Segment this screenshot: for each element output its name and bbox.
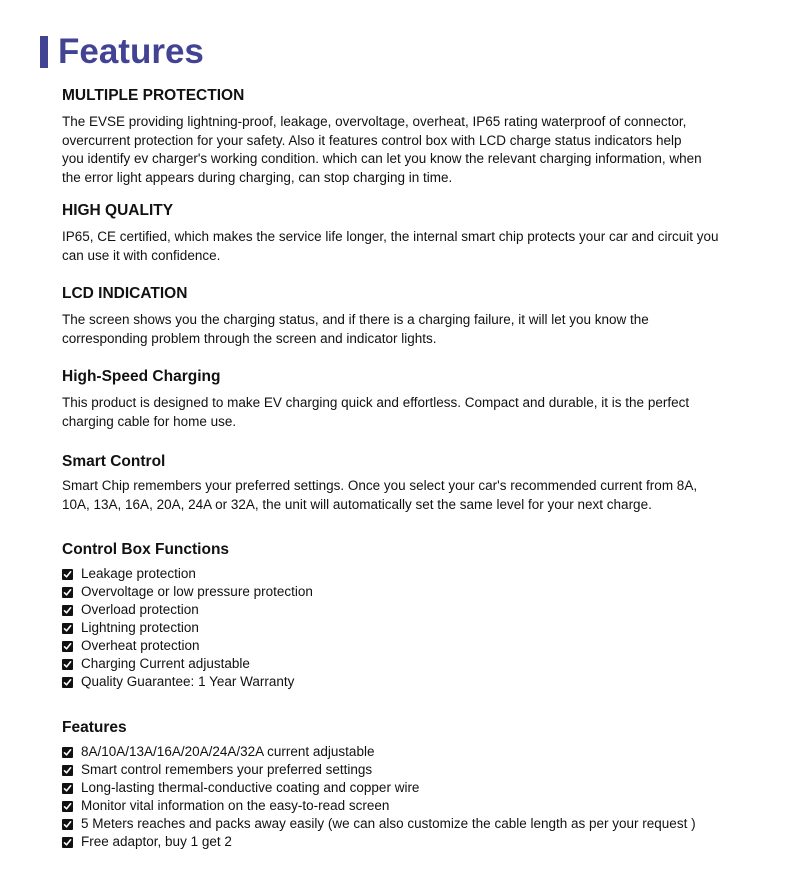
checkbox-checked-icon xyxy=(62,623,73,634)
section-text-line: IP65, CE certified, which makes the service life longer, the internal smart chip protects your car and circuit you xyxy=(62,229,719,244)
checkbox-checked-icon xyxy=(62,747,73,758)
section-text-line: charging cable for home use. xyxy=(62,413,237,429)
section-heading: Features xyxy=(62,719,127,736)
checkbox-checked-icon xyxy=(62,587,73,598)
list-item xyxy=(62,565,752,583)
list-item xyxy=(62,583,752,601)
list-item-label: 5 Meters reaches and packs away easily (we can also customize the cable length as per your request ) xyxy=(81,816,696,831)
section-smart-control xyxy=(62,452,752,514)
features-list xyxy=(62,743,752,851)
page-header xyxy=(40,32,204,72)
list-item xyxy=(62,601,752,619)
list-item-label: Overvoltage or low pressure protection xyxy=(81,584,313,599)
section-lcd-indication xyxy=(62,284,752,348)
list-item xyxy=(62,673,752,691)
page-title: Features xyxy=(58,32,204,71)
checkbox-checked-icon xyxy=(62,819,73,830)
section-heading: Smart Control xyxy=(62,453,166,470)
section-features xyxy=(62,718,752,851)
list-item-label: Overload protection xyxy=(81,602,199,617)
checkbox-checked-icon xyxy=(62,801,73,812)
section-text-line: can use it with confidence. xyxy=(62,247,221,263)
section-text-line: overcurrent protection for your safety. Also it features control box with LCD charge status indicators help xyxy=(62,132,682,148)
checkbox-checked-icon xyxy=(62,765,73,776)
section-heading: HIGH QUALITY xyxy=(62,202,174,219)
section-high-quality xyxy=(62,201,752,265)
list-item-label: Smart control remembers your preferred settings xyxy=(81,762,373,777)
list-item-label: Monitor vital information on the easy-to-read screen xyxy=(81,798,390,813)
section-text-line: Smart Chip remembers your preferred settings. Once you select your car's recommended current from 8A, xyxy=(62,478,698,493)
section-heading: Control Box Functions xyxy=(62,541,230,558)
section-multiple-protection xyxy=(62,86,752,187)
section-text-line: This product is designed to make EV charging quick and effortless. Compact and durable, it is the perfect xyxy=(62,395,690,410)
list-item-label: 8A/10A/13A/16A/20A/24A/32A current adjustable xyxy=(81,744,375,759)
list-item xyxy=(62,779,752,797)
section-high-speed-charging xyxy=(62,367,752,431)
section-heading: High-Speed Charging xyxy=(62,368,221,385)
list-item xyxy=(62,619,752,637)
list-item xyxy=(62,637,752,655)
list-item-label: Overheat protection xyxy=(81,638,200,653)
list-item xyxy=(62,743,752,761)
list-item-label: Long-lasting thermal-conductive coating and copper wire xyxy=(81,780,420,795)
checkbox-checked-icon xyxy=(62,605,73,616)
section-text-line: corresponding problem through the screen and indicator lights. xyxy=(62,330,437,346)
list-item xyxy=(62,761,752,779)
section-text-line: 10A, 13A, 16A, 20A, 24A or 32A, the unit will automatically set the same level for your next charge. xyxy=(62,496,652,512)
list-item-label: Free adaptor, buy 1 get 2 xyxy=(81,834,232,849)
list-item xyxy=(62,815,752,833)
checkbox-checked-icon xyxy=(62,837,73,848)
section-text-line: you identify ev charger's working condition. which can let you know the relevant charging information, when xyxy=(62,151,702,166)
checkbox-checked-icon xyxy=(62,641,73,652)
checkbox-checked-icon xyxy=(62,677,73,688)
checkbox-checked-icon xyxy=(62,569,73,580)
list-item-label: Quality Guarantee: 1 Year Warranty xyxy=(81,674,295,689)
section-heading: LCD INDICATION xyxy=(62,285,188,302)
list-item xyxy=(62,797,752,815)
section-text-line: The screen shows you the charging status, and if there is a charging failure, it will let you know the xyxy=(62,312,649,327)
list-item xyxy=(62,655,752,673)
checkbox-checked-icon xyxy=(62,783,73,794)
list-item-label: Lightning protection xyxy=(81,620,199,635)
control-box-list xyxy=(62,565,752,691)
section-text-line: The EVSE providing lightning-proof, leakage, overvoltage, overheat, IP65 rating waterproof of connector, xyxy=(62,114,687,129)
checkbox-checked-icon xyxy=(62,659,73,670)
section-heading: MULTIPLE PROTECTION xyxy=(62,87,245,104)
title-accent-bar xyxy=(40,36,48,68)
list-item-label: Leakage protection xyxy=(81,566,196,581)
list-item-label: Charging Current adjustable xyxy=(81,656,250,671)
section-text-line: the error light appears during charging, can stop charging in time. xyxy=(62,169,453,185)
section-control-box-functions xyxy=(62,540,752,691)
list-item xyxy=(62,833,752,851)
